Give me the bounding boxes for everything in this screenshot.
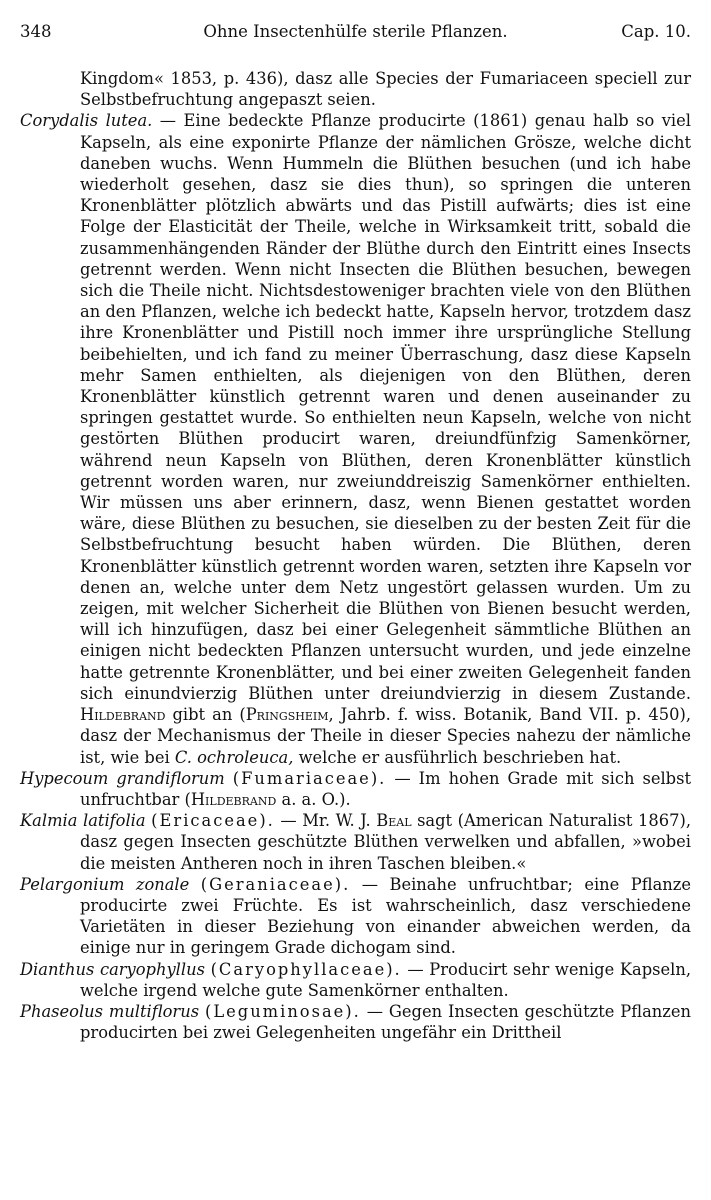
author-name: Hildebrand: [190, 789, 277, 809]
chapter-label: Cap. 10.: [621, 22, 691, 41]
species-name: Phaseolus multiflorus: [20, 1001, 200, 1021]
running-title: Ohne Insectenhülfe sterile Pflanzen.: [203, 22, 508, 41]
family-name: (Fumariaceae).: [232, 768, 387, 788]
entry-corydalis: [20, 110, 691, 767]
author-name: Pringsheim: [245, 705, 329, 725]
page-body: [20, 68, 691, 1043]
page-number: 348: [20, 22, 52, 41]
entry-text: — Eine bedeckte Pflanze producirte (1861) genau halb so viel Kapseln, als eine exponirte Pflanze der nämlichen Grösze, welche dicht daneben wuchs. Wenn Hummeln die Blüthen besuchen (und ich habe wiederholt gesehen, dasz sie dies thun), so springen die unteren Kronenblätter plötzlich abwärts und das Pistill aufwärts; dies ist eine Folge der Elasticität der Theile, welche in Wirksamkeit tritt, sobald die zusammenhängenden Ränder der Blüthe durch den Eintritt eines Insects getrennt werden. Wenn nicht Insecten die Blüthen besuchen, bewegen sich die Theile nicht. Nichtsdestoweniger brachten viele von den Blüthen an den Pflanzen, welche ich bedeckt hatte, Kapseln hervor, trotzdem dasz ihre Kronenblätter und Pistill noch immer ihre ursprüngliche Stellung beibehielten, und ich fand zu meiner Überraschung, dasz diese Kapseln mehr Samen enthielten, als diejenigen von den Blüthen, deren Kronenblätter künstlich getrennt waren und denen auseinander zu springen gestattet wurde. So enthielten neun Kapseln, welche von nicht gestörten Blüthen producirt waren, dreiundfünfzig Samenkörner, während neun Kapseln von Blüthen, deren Kronenblätter künstlich getrennt worden waren, nur zweiunddreiszig Samenkörner enthielten. Wir müssen uns aber erinnern, dasz, wenn Bienen gestattet worden wäre, diese Blüthen zu besuchen, sie dieselben zu der besten Zeit für die Selbstbefruchtung besucht haben würden. Die Blüthen, deren Kronenblätter künstlich getrennt worden waren, setzten ihre Kapseln vor denen an, welche unter dem Netz ungestört gelassen wurden. Um zu zeigen, mit welcher Sicherheit die Blüthen von Bienen besucht werden, will ich hinzufügen, dasz bei einer Gelegenheit sämmtliche Blüthen an einigen nicht bedeckten Pflanzen untersucht wurden, und jede einzelne hatte getrennte Kronenblätter, und bei einer zweiten Gelegenheit fanden sich einundvierzig Blüthen unter dreiundvierzig in diesem Zustande.: [80, 111, 691, 703]
entry-pelargonium: [20, 874, 691, 959]
entry-kalmia: [20, 810, 691, 874]
entry-phaseolus: [20, 1001, 691, 1043]
entry-text: a. a. O.).: [276, 789, 351, 809]
species-name: Dianthus caryophyllus: [20, 959, 205, 979]
family-name: (Leguminosae).: [204, 1001, 361, 1021]
species-name: Corydalis lutea.: [20, 111, 153, 131]
entry-text: — Beinahe unfruchtbar; eine Pflanze producirte zwei Früchte. Es ist wahrscheinlich, dasz verschiedene Varietäten in dieser Beziehung von einander abweichen werden, da einige nur in geringem Grade dichogam sind.: [80, 874, 691, 958]
species-name: Kalmia latifolia: [20, 811, 146, 831]
entry-text: — Mr. W. J.: [274, 811, 377, 831]
entry-text: sagt (American Naturalist 1867), dasz gegen Insecten geschützte Blüthen verwelken und abfallen, »wobei die meisten Antheren noch in ihren Taschen bleiben.«: [80, 811, 691, 873]
family-name: (Geraniaceae).: [200, 874, 351, 894]
author-name: Beal: [376, 811, 412, 831]
entry-text: welche er ausführlich beschrieben hat.: [293, 747, 622, 767]
entry-hypecoum: [20, 768, 691, 810]
entry-text: — Im hohen Grade mit sich selbst unfruchtbar (: [80, 768, 691, 809]
entry-text: — Gegen Insecten geschützte Pflanzen producirten bei zwei Gelegenheiten ungefähr ein Drittheil: [80, 1001, 691, 1043]
entry-text: — Producirt sehr wenige Kapseln, welche irgend welche gute Samenkörner enthalten.: [80, 959, 691, 1000]
species-reference: C. ochroleuca,: [174, 747, 294, 767]
intro-paragraph: [20, 68, 691, 110]
species-name: Pelargonium zonale: [20, 874, 190, 894]
author-name: Hildebrand: [80, 705, 166, 725]
intro-text: Kingdom« 1853, p. 436), dasz alle Species der Fumariaceen speciell zur Selbstbefruchtung angepaszt seien.: [80, 69, 691, 110]
page-header: [20, 22, 691, 48]
family-name: (Caryophyllaceae).: [210, 959, 402, 979]
entry-dianthus: [20, 959, 691, 1001]
entry-text: gibt an (: [165, 705, 246, 725]
entry-text: , Jahrb. f. wiss. Botanik, Band VII. p. 450), dasz der Mechanismus der Theile in dieser Species nahezu der nämliche ist, wie bei: [80, 705, 691, 767]
family-name: (Ericaceae).: [151, 811, 275, 831]
species-name: Hypecoum grandiflorum: [20, 768, 225, 788]
